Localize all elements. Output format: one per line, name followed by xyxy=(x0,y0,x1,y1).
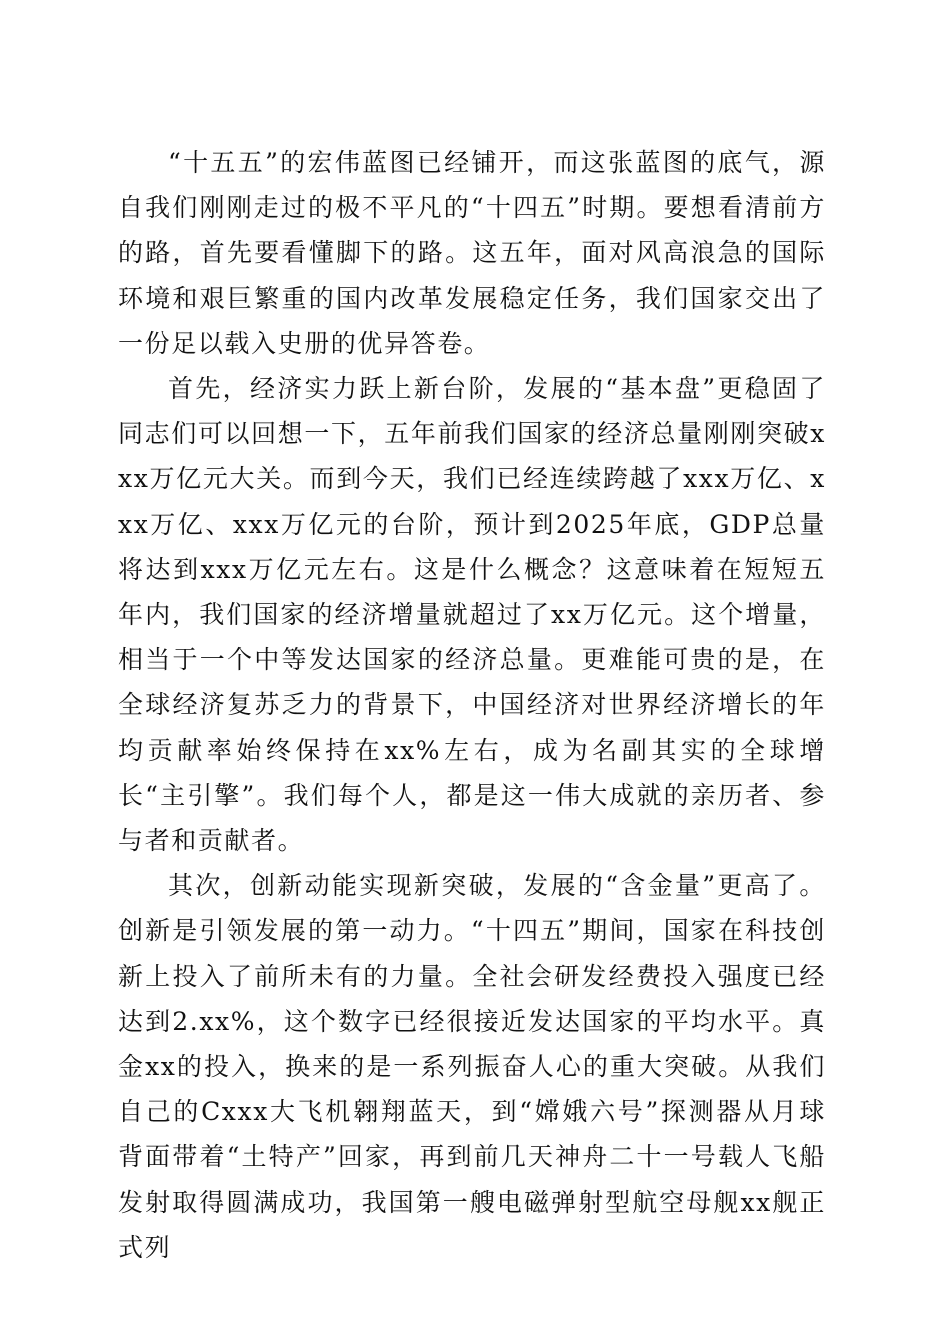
paragraph-review-intro: “十五五”的宏伟蓝图已经铺开，而这张蓝图的底气，源自我们刚刚走过的极不平凡的“十四五”时期。要想看清前方的路，首先要看懂脚下的路。这五年，面对风高浪急的国际环境和艰巨繁重的国内改革发展稳定任务，我们国家交出了一份足以载入史册的优异答卷。 xyxy=(118,148,826,358)
paragraph-innovation: 其次，创新动能实现新突破，发展的“含金量”更高了。创新是引领发展的第一动力。“十四五”期间，国家在科技创新上投入了前所未有的力量。全社会研发经费投入强度已经达到2.xx%，这个数字已经很接近发达国家的平均水平。真金xx的投入，换来的是一系列振奋人心的重大突破。从我们自己的Cxxx大飞机翱翔蓝天，到“嫦娥六号”探测器从月球背面带着“土特产”回家，再到前几天神舟二十一号载人飞船发射取得圆满成功，我国第一艘电磁弹射型航空母舰xx舰正式列 xyxy=(118,871,826,1262)
paragraph-economic-strength: 首先，经济实力跃上新台阶，发展的“基本盘”更稳固了同志们可以回想一下，五年前我们国家的经济总量刚刚突破xxx万亿元大关。而到今天，我们已经连续跨越了xxx万亿、xxx万亿、xxx万亿元的台阶，预计到2025年底，GDP总量将达到xxx万亿元左右。这是什么概念？这意味着在短短五年内，我们国家的经济增量就超过了xx万亿元。这个增量，相当于一个中等发达国家的经济总量。更难能可贵的是，在全球经济复苏乏力的背景下，中国经济对世界经济增长的年均贡献率始终保持在xx%左右，成为名副其实的全球增长“主引擎”。我们每个人，都是这一伟大成就的亲历者、参与者和贡献者。 xyxy=(118,374,826,856)
document-page xyxy=(118,140,826,1270)
